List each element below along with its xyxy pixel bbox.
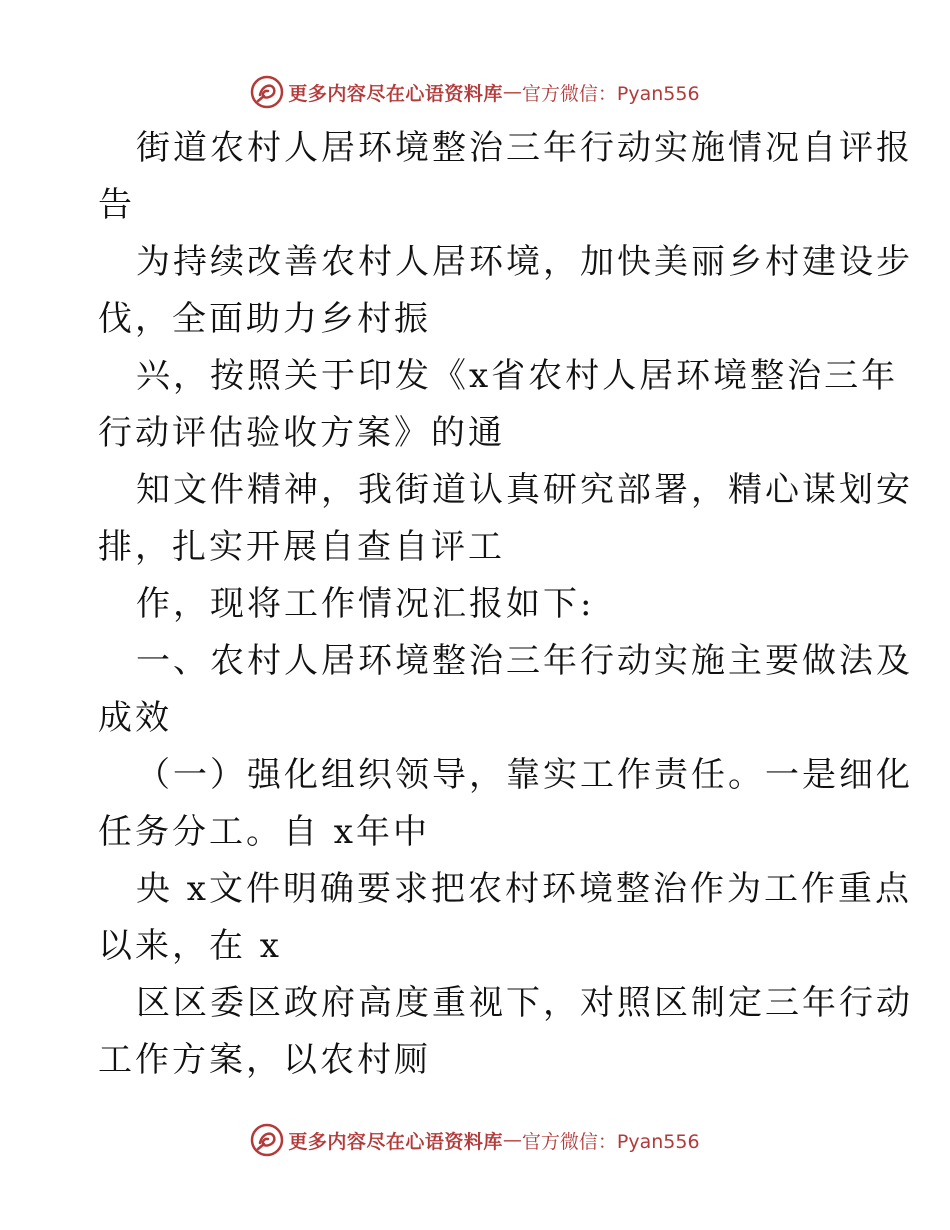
text-line: 排，扎实开展自查自评工 bbox=[98, 527, 505, 567]
text-line: 任务分工。自 x年中 bbox=[98, 812, 430, 852]
text-line: 成效 bbox=[98, 698, 172, 738]
text-line: 央 x文件明确要求把农村环境整治作为工作重点 bbox=[136, 869, 912, 909]
watermark-separator: — bbox=[502, 81, 522, 103]
text-line: 伐，全面助力乡村振 bbox=[98, 299, 431, 339]
watermark-main-text: 更多内容尽在心语资料库 bbox=[288, 82, 503, 105]
text-line: 兴，按照关于印发《x省农村人居环境整治三年 bbox=[136, 356, 899, 396]
text-line: 以来，在 x bbox=[98, 926, 282, 966]
text-line: 工作方案，以农村厕 bbox=[98, 1040, 431, 1080]
watermark-main-text: 更多内容尽在心语资料库 bbox=[288, 1130, 503, 1153]
watermark-separator: — bbox=[502, 1129, 522, 1151]
text-line: 区区委区政府高度重视下，对照区制定三年行动 bbox=[136, 983, 913, 1023]
watermark-contact: 官方微信：Pyan556 bbox=[521, 82, 700, 105]
text-line: （一）强化组织领导，靠实工作责任。一是细化 bbox=[136, 755, 913, 795]
text-line: 告 bbox=[98, 185, 135, 225]
text-line: 一、农村人居环境整治三年行动实施主要做法及 bbox=[136, 641, 913, 681]
rose-logo-icon bbox=[250, 75, 284, 109]
document-body bbox=[98, 120, 913, 1089]
watermark-banner-top bbox=[0, 72, 950, 112]
watermark-banner-bottom bbox=[0, 1120, 950, 1160]
rose-logo-icon bbox=[250, 1123, 284, 1157]
text-line: 行动评估验收方案》的通 bbox=[98, 413, 505, 453]
watermark-contact: 官方微信：Pyan556 bbox=[521, 1130, 700, 1153]
text-line: 作，现将工作情况汇报如下: bbox=[136, 584, 595, 624]
text-line: 知文件精神，我街道认真研究部署，精心谋划安 bbox=[136, 470, 913, 510]
text-line: 街道农村人居环境整治三年行动实施情况自评报 bbox=[136, 128, 913, 168]
text-line: 为持续改善农村人居环境，加快美丽乡村建设步 bbox=[136, 242, 913, 282]
